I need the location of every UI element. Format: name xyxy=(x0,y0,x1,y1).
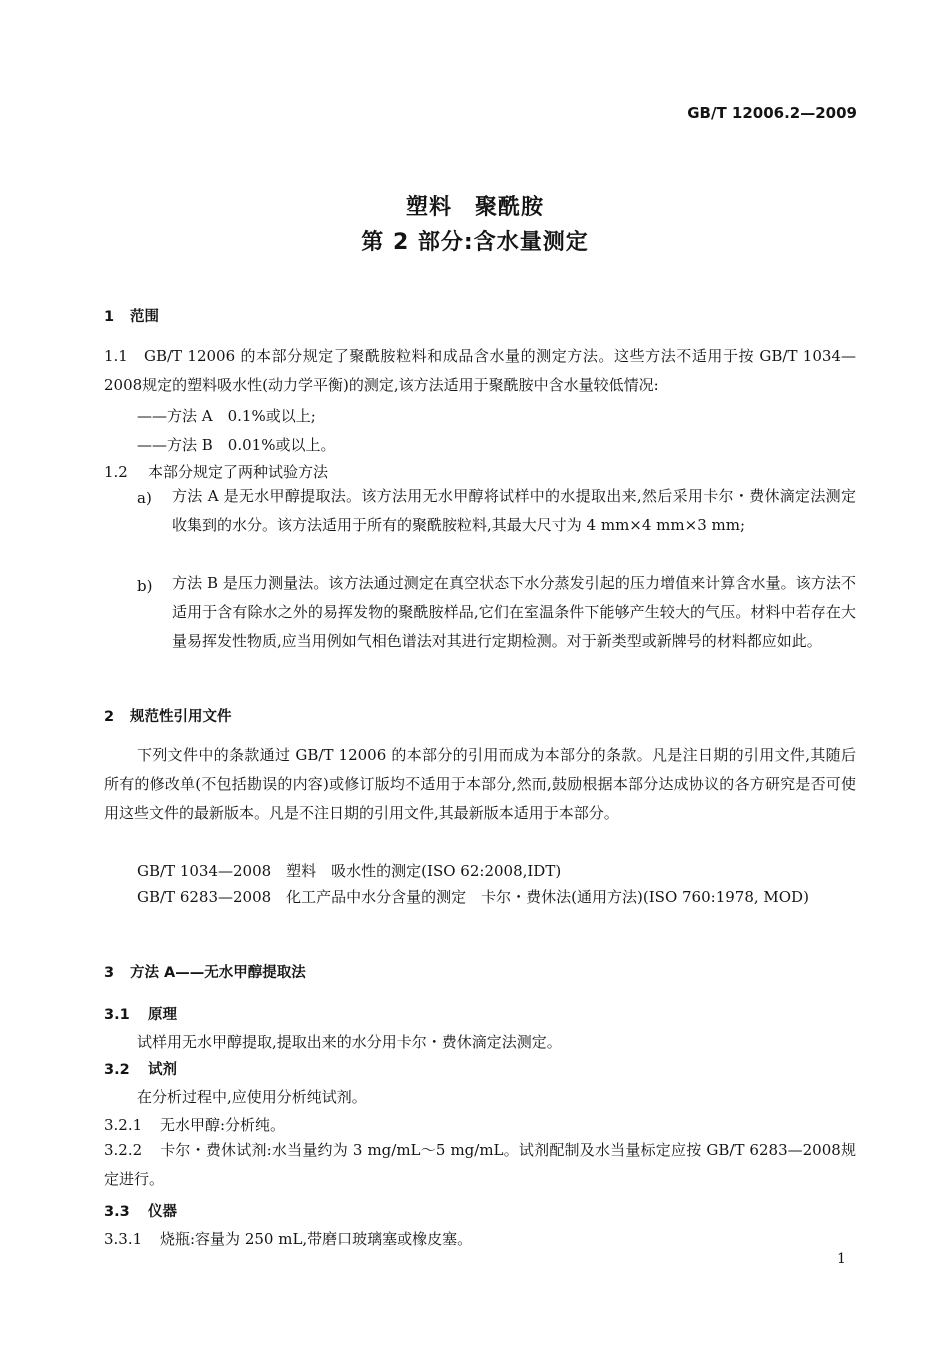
section-3-number: 3 xyxy=(104,965,115,981)
list-item-b-text: 方法 B 是压力测量法。该方法通过测定在真空状态下水分蒸发引起的压力增值来计算含水量。该方法不适用于含有除水之外的易挥发物的聚酰胺样品,它们在室温条件下能够产生较大的气压。材料中若存在大量易挥发性物质,应当用例如气相色谱法对其进行定期检测。对于新类型或新牌号的材料都应如此。 xyxy=(172,574,856,650)
subsection-3-3-title: 仪器 xyxy=(148,1204,177,1220)
section-3-title: 方法 A——无水甲醇提取法 xyxy=(130,965,306,981)
clause-1-1-text: GB/T 12006 的本部分规定了聚酰胺粒料和成品含水量的测定方法。这些方法不适用于按 GB/T 1034—2008规定的塑料吸水性(动力学平衡)的测定,该方法适用于聚酰胺中含水量较低情况: xyxy=(104,347,856,394)
clause-3-2-1 xyxy=(104,1114,285,1135)
dash-item-method-b: ——方法 B 0.01%或以上。 xyxy=(137,436,336,454)
subsection-3-2-text: 在分析过程中,应使用分析纯试剂。 xyxy=(137,1088,367,1106)
section-1-title: 范围 xyxy=(130,309,159,325)
reference-1: GB/T 1034—2008 塑料 吸水性的测定(ISO 62:2008,IDT) xyxy=(137,862,562,880)
list-item-a-text: 方法 A 是无水甲醇提取法。该方法用无水甲醇将试样中的水提取出来,然后采用卡尔・费休滴定法测定收集到的水分。该方法适用于所有的聚酰胺粒料,其最大尺寸为 4 mm×4 mm×3 mm; xyxy=(172,487,856,534)
clause-1-1 xyxy=(104,342,856,400)
clause-3-2-2 xyxy=(104,1136,856,1194)
subsection-3-1-title: 原理 xyxy=(148,1007,177,1023)
subsection-3-1-number: 3.1 xyxy=(104,1007,130,1023)
title-line-1: 塑料 聚酰胺 xyxy=(405,195,544,220)
section-3-heading xyxy=(104,961,306,982)
section-1-number: 1 xyxy=(104,309,115,325)
subsection-3-3-number: 3.3 xyxy=(104,1204,130,1220)
clause-1-2-text: 本部分规定了两种试验方法 xyxy=(148,463,329,481)
clause-3-2-1-number: 3.2.1 xyxy=(104,1116,143,1134)
list-marker-b: b) xyxy=(137,577,153,595)
reference-2: GB/T 6283—2008 化工产品中水分含量的测定 卡尔・费休法(通用方法)(ISO 760:1978, MOD) xyxy=(137,888,809,906)
subsection-3-3 xyxy=(104,1200,177,1221)
dash-item-method-a: ——方法 A 0.1%或以上; xyxy=(137,407,316,425)
list-marker-a: a) xyxy=(137,489,152,507)
page-number: 1 xyxy=(837,1251,846,1267)
clause-1-2 xyxy=(104,461,328,482)
clause-3-2-2-number: 3.2.2 xyxy=(104,1141,143,1159)
title-line-2: 第 2 部分:含水量测定 xyxy=(361,230,589,255)
clause-1-2-number: 1.2 xyxy=(104,463,128,481)
subsection-3-1 xyxy=(104,1003,177,1024)
clause-1-1-number: 1.1 xyxy=(104,347,128,365)
subsection-3-1-text: 试样用无水甲醇提取,提取出来的水分用卡尔・费休滴定法测定。 xyxy=(137,1033,562,1051)
clause-3-2-1-text: 无水甲醇:分析纯。 xyxy=(160,1116,286,1134)
clause-3-3-1-number: 3.3.1 xyxy=(104,1230,143,1248)
section-2-heading xyxy=(104,705,232,726)
subsection-3-2-number: 3.2 xyxy=(104,1062,130,1078)
section-1-heading xyxy=(104,305,159,326)
section-2-intro: 下列文件中的条款通过 GB/T 12006 的本部分的引用而成为本部分的条款。凡是注日期的引用文件,其随后所有的修改单(不包括勘误的内容)或修订版均不适用于本部分,然而,鼓励根据本部分达成协议的各方研究是否可使用这些文件的最新版本。凡是不注日期的引用文件,其最新版本适用于本部分。 xyxy=(104,746,856,822)
clause-3-3-1-text: 烧瓶:容量为 250 mL,带磨口玻璃塞或橡皮塞。 xyxy=(160,1230,473,1248)
clause-3-2-2-text: 卡尔・费休试剂:水当量约为 3 mg/mL～5 mg/mL。试剂配制及水当量标定应按 GB/T 6283—2008规定进行。 xyxy=(104,1141,856,1188)
subsection-3-2-title: 试剂 xyxy=(148,1062,177,1078)
subsection-3-2 xyxy=(104,1058,177,1079)
clause-3-3-1 xyxy=(104,1228,472,1249)
section-2-number: 2 xyxy=(104,709,115,725)
section-2-title: 规范性引用文件 xyxy=(130,709,232,725)
standard-code: GB/T 12006.2—2009 xyxy=(687,104,857,122)
